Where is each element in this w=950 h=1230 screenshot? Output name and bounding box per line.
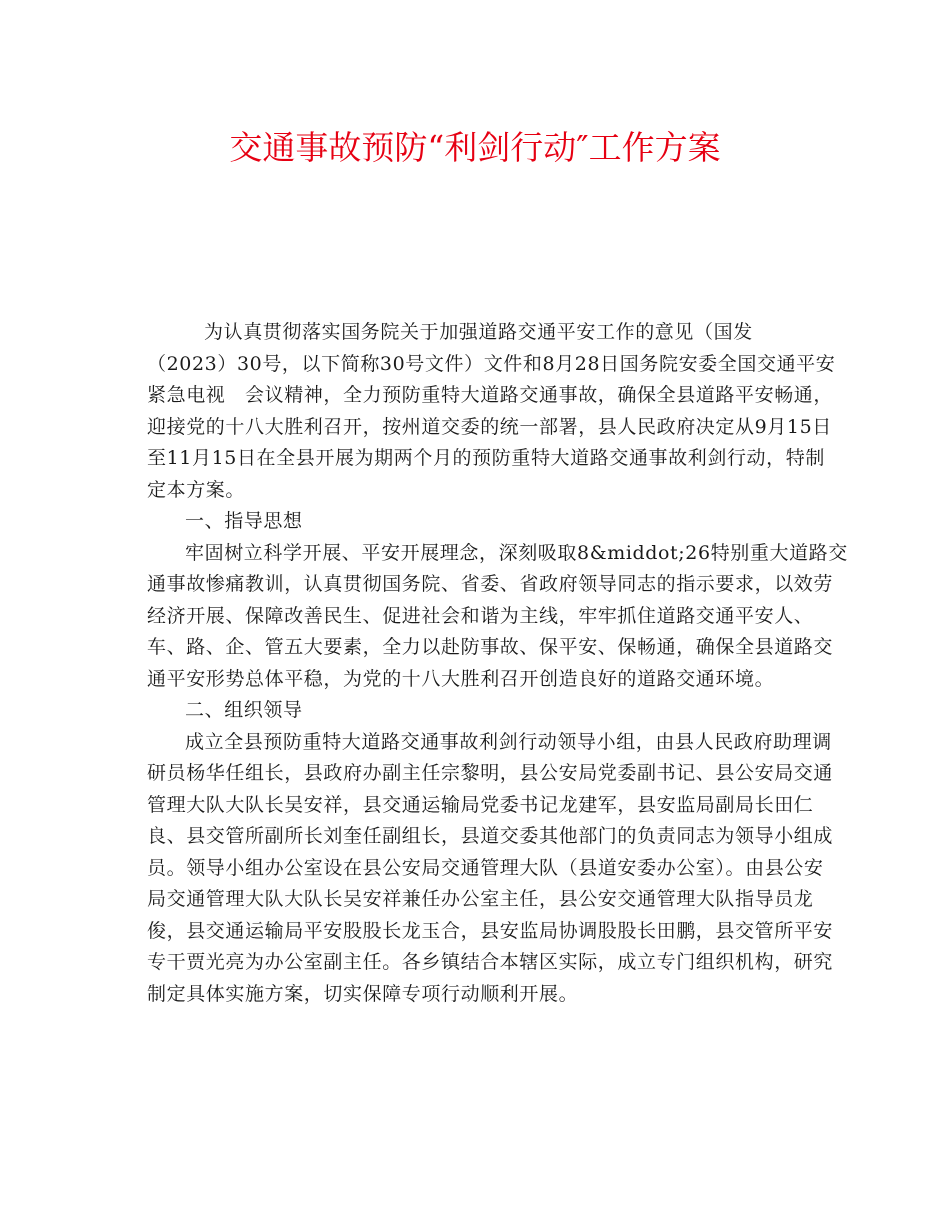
paragraph-line: 通平安形势总体平稳，为党的十八大胜利召开创造良好的道路交通环境。: [147, 667, 775, 690]
paragraph-line: 制定具体实施方案，切实保障专项行动顺利开展。: [147, 982, 579, 1005]
paragraph-line: 通事故惨痛教训，认真贯彻国务院、省委、省政府领导同志的指示要求，以效劳: [147, 573, 834, 595]
paragraph-line: 管理大队大队长吴安祥，县交通运输局党委书记龙建军，县安监局副局长田仁: [147, 793, 814, 816]
paragraph-line: 良、县交管所副所长刘奎任副组长，县道交委其他部门的负责同志为领导小组成: [147, 825, 834, 847]
paragraph-line: 经济开展、保障改善民生、促进社会和谐为主线，牢牢抓住道路交通平安人、: [147, 604, 814, 627]
paragraph-line: 车、路、企、管五大要素，全力以赴防事故、保平安、保畅通，确保全县道路交: [147, 636, 834, 658]
document-body: [147, 317, 848, 1010]
section-heading: 二、组织领导: [185, 699, 303, 721]
paragraph-line: 为认真贯彻落实国务院关于加强道路交通平安工作的意见（国发: [204, 321, 753, 343]
paragraph-line: 牢固树立科学开展、平安开展理念，深刻吸取8&middot;26特别重大道路交: [185, 541, 848, 564]
paragraph-line: 专干贾光亮为办公室副主任。各乡镇结合本辖区实际，成立专门组织机构，研究: [147, 951, 834, 973]
paragraph-line: 研员杨华任组长，县政府办副主任宗黎明，县公安局党委副书记、县公安局交通: [147, 762, 834, 784]
paragraph-line: （2023）30号，以下简称30号文件）文件和8月28日国务院安委全国交通平安: [147, 352, 836, 375]
paragraph-line: 紧急电视 会议精神，全力预防重特大道路交通事故，确保全县道路平安畅通，: [147, 384, 834, 406]
paragraph-line: 定本方案。: [147, 478, 246, 501]
paragraph-line: 成立全县预防重特大道路交通事故利剑行动领导小组，由县人民政府助理调: [185, 730, 832, 753]
paragraph-line: 局交通管理大队大队长吴安祥兼任办公室主任，县公安交通管理大队指导员龙: [147, 888, 814, 910]
document-title: 交通事故预防“利剑行动″工作方案: [229, 128, 721, 167]
section-heading: 一、指导思想: [185, 510, 303, 532]
paragraph-line: 员。领导小组办公室设在县公安局交通管理大队（县道安委办公室）。由县公安: [147, 856, 824, 879]
paragraph-line: 迎接党的十八大胜利召开，按州道交委的统一部署，县人民政府决定从9月15日: [147, 415, 832, 438]
paragraph-line: 至11月15日在全县开展为期两个月的预防重特大道路交通事故利剑行动，特制: [147, 447, 825, 469]
paragraph-line: 俊，县交通运输局平安股股长龙玉合，县安监局协调股股长田鹏，县交管所平安: [147, 919, 834, 942]
